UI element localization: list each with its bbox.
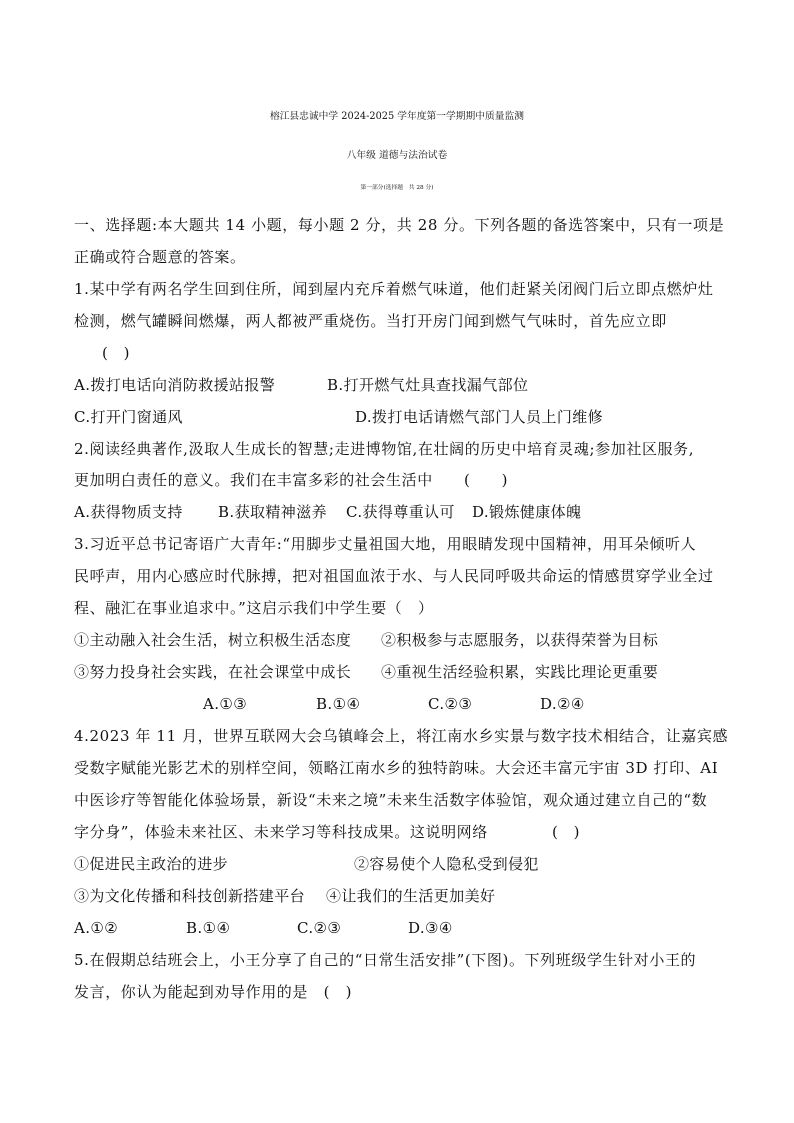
- question-1-option-d: D.拨打电话请燃气部门人员上门维修: [355, 408, 604, 426]
- question-3-option-b: B.①④: [316, 695, 361, 713]
- question-3-stem: 民呼声，用内心感应时代脉搏，把对祖国血浓于水、与人民同呼吸共命运的情感贯穿学业全过: [74, 567, 714, 585]
- question-1-stem: 1.某中学有两名学生回到住所，闻到屋内充斥着燃气味道，他们赶紧关闭阀门后立即点燃炉灶: [74, 280, 714, 298]
- question-2-option-a: A.获得物质支持: [74, 503, 183, 521]
- question-1-option-b: B.打开燃气灶具查找漏气部位: [327, 376, 529, 394]
- question-4-statement-4: ④让我们的生活更加美好: [326, 887, 496, 905]
- question-4-option-b: B.①④: [186, 919, 231, 937]
- question-3-statement-4: ④重视生活经验积累，实践比理论更重要: [381, 663, 659, 681]
- exam-title: 榕江县忠诚中学 2024-2025 学年度第一学期期中质量监测: [269, 111, 525, 122]
- question-5-stem: 发言，你认为能起到劝导作用的是 ( ): [74, 983, 353, 1001]
- question-4-statement-2: ②容易使个人隐私受到侵犯: [354, 855, 539, 873]
- section-instruction-line: 一、选择题:本大题共 14 小题，每小题 2 分，共 28 分。下列各题的备选答案中，只有一项是: [74, 216, 725, 234]
- question-1-option-a: A.拨打电话向消防救援站报警: [74, 376, 276, 394]
- question-1-answer-blank: ( ): [102, 344, 130, 362]
- question-3-option-c: C.②③: [428, 695, 473, 713]
- question-3-option-a: A.①③: [203, 695, 248, 713]
- question-4-answer-blank: ( ): [552, 823, 580, 841]
- section-instruction-line: 正确或符合题意的答案。: [74, 248, 246, 266]
- question-4-stem: 受数字赋能光影艺术的别样空间，领略江南水乡的独特韵味。大会还丰富元宇宙 3D 打印、AI: [74, 759, 719, 777]
- question-3-statement-3: ③努力投身社会实践，在社会课堂中成长: [74, 663, 352, 681]
- question-3-stem: 程、融汇在事业追求中。”这启示我们中学生要（ ）: [74, 599, 434, 617]
- question-5-stem: 5.在假期总结班会上，小王分享了自己的“日常生活安排”(下图)。下列班级学生针对小王的: [74, 951, 697, 969]
- question-4-statement-3: ③为文化传播和科技创新搭建平台: [74, 887, 306, 905]
- question-2-stem: 2.阅读经典著作,汲取人生成长的智慧;走进博物馆,在壮阔的历史中培育灵魂;参加社区服务,: [74, 440, 695, 458]
- question-2-option-b: B.获取精神滋养: [218, 503, 327, 521]
- exam-subtitle: 八年级 道德与法治试卷: [346, 150, 448, 161]
- question-2-option-c: C.获得尊重认可: [346, 503, 455, 521]
- question-4-option-d: D.③④: [408, 919, 453, 937]
- question-3-statement-1: ①主动融入社会生活，树立积极生活态度: [74, 631, 352, 649]
- question-4-stem: 4.2023 年 11 月，世界互联网大会乌镇峰会上，将江南水乡实景与数字技术相结合，让嘉宾感: [74, 727, 729, 745]
- question-1-stem: 检测，燃气罐瞬间燃爆，两人都被严重烧伤。当打开房门闻到燃气气味时，首先应立即: [74, 312, 667, 330]
- question-1-option-c: C.打开门窗通风: [74, 408, 183, 426]
- part-heading: 第一部分(选择题 共 28 分): [360, 185, 434, 191]
- question-3-option-d: D.②④: [540, 695, 585, 713]
- question-4-option-c: C.②③: [297, 919, 342, 937]
- question-4-stem: 字分身”，体验未来社区、未来学习等科技成果。这说明网络: [74, 823, 488, 841]
- question-2-stem: 更加明白责任的意义。我们在丰富多彩的社会生活中 ( ): [74, 471, 509, 489]
- question-4-statement-1: ①促进民主政治的进步: [74, 855, 229, 873]
- question-4-option-a: A.①②: [74, 919, 119, 937]
- question-3-statement-2: ②积极参与志愿服务，以获得荣誉为目标: [381, 631, 659, 649]
- question-2-option-d: D.锻炼健康体魄: [472, 503, 582, 521]
- question-4-stem: 中医诊疗等智能化体验场景，新设“未来之境”未来生活数字体验馆，观众通过建立自己的“数: [74, 791, 708, 809]
- question-3-stem: 3.习近平总书记寄语广大青年:“用脚步丈量祖国大地，用眼睛发现中国精神，用耳朵倾听人: [74, 535, 697, 553]
